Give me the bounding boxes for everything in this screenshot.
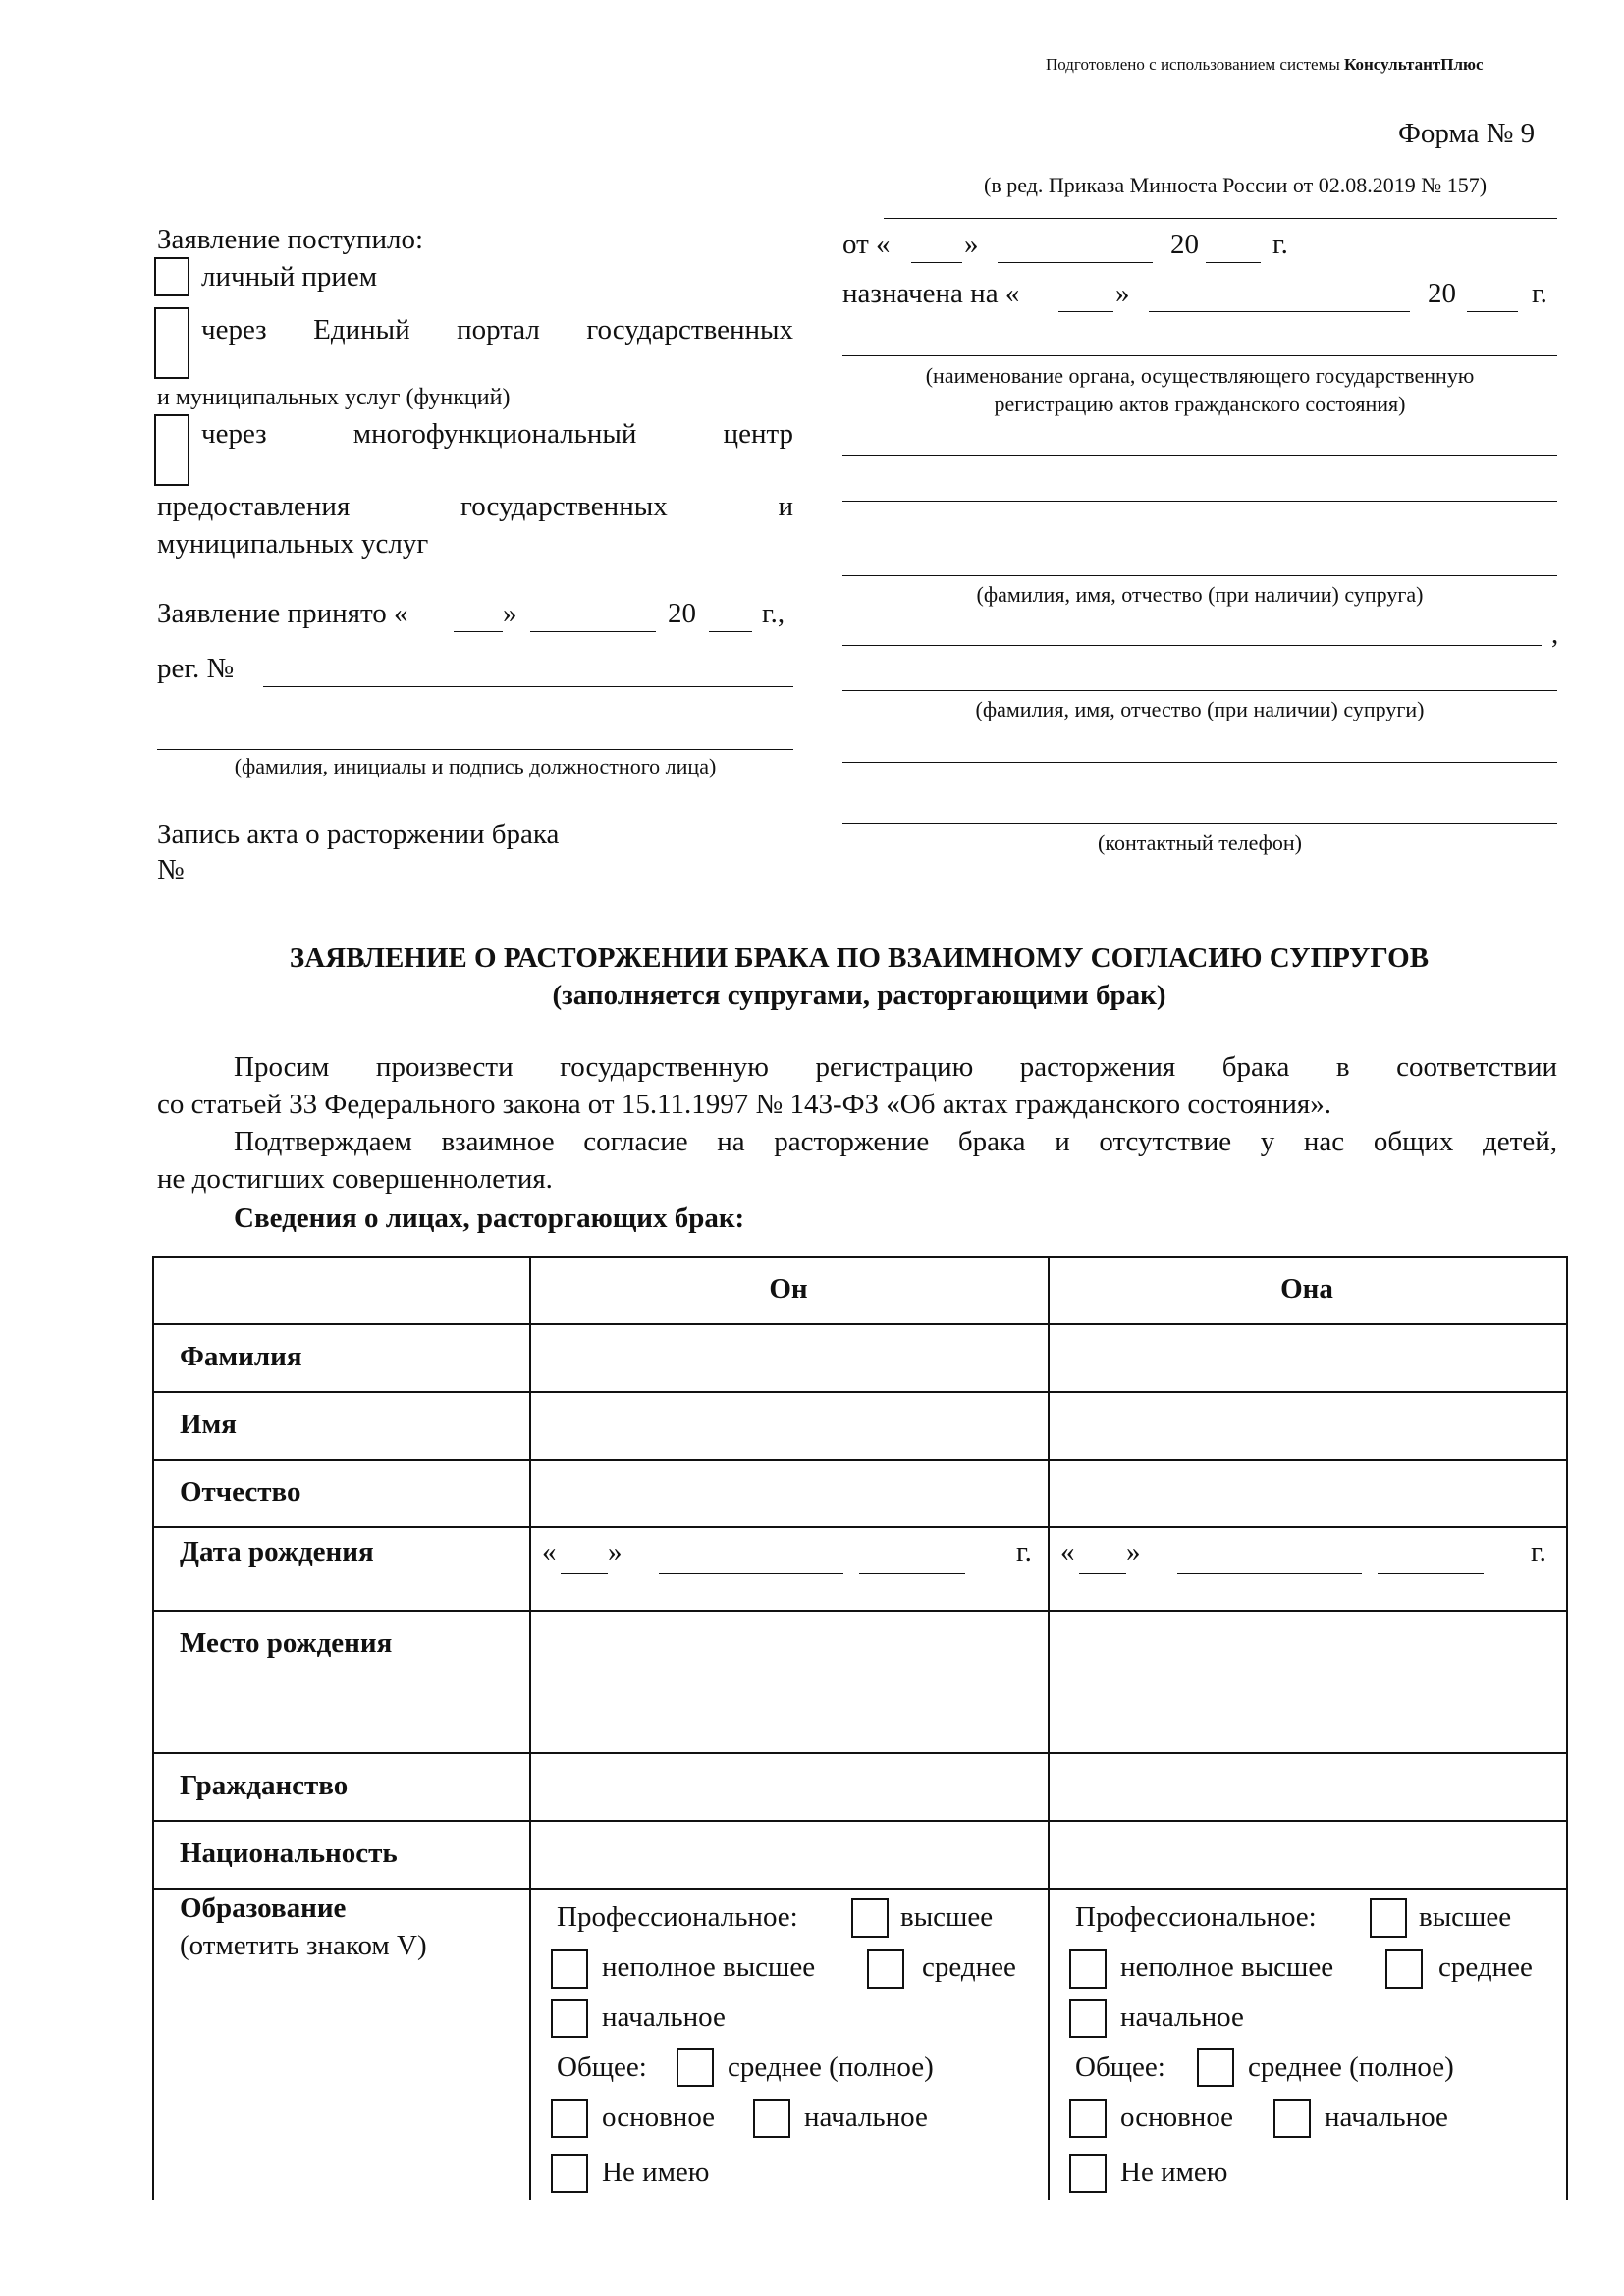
opt-mfc-line2: предоставления государственных и xyxy=(157,491,793,522)
wife-comma: , xyxy=(1551,618,1559,650)
phone-line-1[interactable] xyxy=(842,762,1557,763)
she-edu-higher: высшее xyxy=(1419,1901,1512,1933)
table-border-right xyxy=(1566,1256,1568,2200)
opt-portal-line1: через Единый портал государственных xyxy=(201,314,793,346)
row-line-2 xyxy=(152,1391,1568,1393)
from-month-line[interactable] xyxy=(998,262,1153,263)
he-chk-primary[interactable] xyxy=(551,1999,588,2038)
she-edu-general: Общее: xyxy=(1075,2052,1165,2083)
record-line2: № xyxy=(157,854,185,885)
opt-portal-line2: и муниципальных услуг (функций) xyxy=(157,385,511,410)
he-date-close: » xyxy=(608,1536,623,1568)
record-line1: Запись акта о расторжении брака xyxy=(157,819,560,850)
row-birth-date: Дата рождения xyxy=(180,1536,374,1568)
he-date-day-line[interactable] xyxy=(561,1573,608,1574)
assigned-day-line[interactable] xyxy=(1058,311,1113,312)
husband-line-1[interactable] xyxy=(842,455,1557,456)
he-date-month-line[interactable] xyxy=(659,1573,843,1574)
organ-caption xyxy=(842,361,1557,418)
accepted-prefix: Заявление принято « xyxy=(157,598,408,629)
paragraph-2-line2: не достигших совершеннолетия. xyxy=(157,1163,553,1195)
row-line-1 xyxy=(152,1323,1568,1325)
row-citizenship: Гражданство xyxy=(180,1770,349,1801)
assigned-mid: » xyxy=(1115,278,1130,309)
she-edu-general-primary: начальное xyxy=(1325,2102,1448,2133)
assigned-month-line[interactable] xyxy=(1149,311,1410,312)
accepted-day-line[interactable] xyxy=(454,631,503,632)
col-he: Он xyxy=(769,1273,808,1305)
row-education-note: (отметить знаком V) xyxy=(180,1930,427,1961)
he-chk-higher[interactable] xyxy=(851,1898,889,1938)
form-number: Форма № 9 xyxy=(1398,118,1536,149)
he-chk-secondary[interactable] xyxy=(867,1949,904,1989)
he-chk-none[interactable] xyxy=(551,2154,588,2193)
he-chk-secondary-full[interactable] xyxy=(677,2048,714,2087)
accepted-suffix: г., xyxy=(762,598,785,629)
she-chk-higher[interactable] xyxy=(1370,1898,1407,1938)
he-date-year-line[interactable] xyxy=(859,1573,965,1574)
she-edu-secondary-full: среднее (полное) xyxy=(1248,2052,1454,2083)
reg-no-label: рег. № xyxy=(157,653,235,684)
husband-caption: (фамилия, имя, отчество (при наличии) супруга) xyxy=(976,582,1424,607)
official-caption: (фамилия, инициалы и подпись должностного лица) xyxy=(234,754,717,778)
he-edu-general: Общее: xyxy=(557,2052,647,2083)
opt-mfc-line1: через многофункциональный центр xyxy=(201,418,793,450)
brand-name: КонсультантПлюс xyxy=(1344,55,1484,74)
col-she: Она xyxy=(1280,1273,1333,1305)
row-line-6 xyxy=(152,1752,1568,1754)
he-chk-general-primary[interactable] xyxy=(753,2099,790,2138)
reg-no-line[interactable] xyxy=(263,686,793,687)
row-line-3 xyxy=(152,1459,1568,1461)
assigned-suffix: г. xyxy=(1532,278,1547,309)
accepted-month-line[interactable] xyxy=(530,631,656,632)
row-line-8 xyxy=(152,1888,1568,1890)
she-chk-general-primary[interactable] xyxy=(1273,2099,1311,2138)
he-edu-secondary: среднее xyxy=(922,1951,1016,1983)
she-chk-basic[interactable] xyxy=(1069,2099,1107,2138)
organ-line[interactable] xyxy=(842,355,1557,356)
accepted-year: 20 xyxy=(668,598,696,629)
from-day-line[interactable] xyxy=(911,262,962,263)
from-year: 20 xyxy=(1170,229,1199,260)
accepted-year-line[interactable] xyxy=(709,631,752,632)
persons-table xyxy=(152,1256,1568,2200)
she-edu-secondary: среднее xyxy=(1438,1951,1533,1983)
checkbox-portal[interactable] xyxy=(154,307,189,379)
she-date-close: » xyxy=(1126,1536,1141,1568)
row-line-4 xyxy=(152,1526,1568,1528)
table-divider-1 xyxy=(529,1256,531,2200)
header-rule xyxy=(884,218,1557,219)
row-line-5 xyxy=(152,1610,1568,1612)
she-chk-none[interactable] xyxy=(1069,2154,1107,2193)
form-subtitle: (заполняется супругами, расторгающими брак) xyxy=(552,980,1166,1011)
row-line-7 xyxy=(152,1820,1568,1822)
received-title: Заявление поступило: xyxy=(157,224,424,255)
assigned-prefix: назначена на « xyxy=(842,278,1020,309)
wife-caption: (фамилия, имя, отчество (при наличии) супруги) xyxy=(975,697,1425,721)
he-edu-professional: Профессиональное: xyxy=(557,1901,798,1933)
he-date-open: « xyxy=(542,1536,557,1568)
paragraph-2-line1: Подтверждаем взаимное согласие на расторжение брака и отсутствие у нас общих детей, xyxy=(234,1126,1557,1157)
he-edu-none: Не имею xyxy=(602,2157,710,2188)
she-chk-secondary-full[interactable] xyxy=(1197,2048,1234,2087)
from-mid: » xyxy=(964,229,979,260)
she-date-year-line[interactable] xyxy=(1378,1573,1484,1574)
she-date-day-line[interactable] xyxy=(1079,1573,1126,1574)
she-chk-secondary[interactable] xyxy=(1385,1949,1423,1989)
form-title: ЗАЯВЛЕНИЕ О РАСТОРЖЕНИИ БРАКА ПО ВЗАИМНОМУ СОГЛАСИЮ СУПРУГОВ xyxy=(289,942,1430,974)
she-edu-basic: основное xyxy=(1120,2102,1234,2133)
paragraph-1-line1: Просим произвести государственную регистрацию расторжения брака в соответствии xyxy=(234,1051,1557,1083)
he-edu-general-primary: начальное xyxy=(804,2102,928,2133)
assigned-year-line[interactable] xyxy=(1467,311,1518,312)
table-border-top xyxy=(152,1256,1568,1258)
he-edu-incomplete-higher: неполное высшее xyxy=(602,1951,816,1983)
assigned-year: 20 xyxy=(1428,278,1456,309)
paragraph-1-line2: со статьей 33 Федерального закона от 15.11.1997 № 143-ФЗ «Об актах гражданского состояния». xyxy=(157,1089,1331,1120)
checkbox-mfc[interactable] xyxy=(154,414,189,486)
he-edu-primary: начальное xyxy=(602,2002,726,2033)
she-edu-incomplete-higher: неполное высшее xyxy=(1120,1951,1334,1983)
row-surname: Фамилия xyxy=(180,1341,302,1372)
phone-line-2[interactable] xyxy=(842,823,1557,824)
she-edu-primary: начальное xyxy=(1120,2002,1244,2033)
husband-line-2[interactable] xyxy=(842,501,1557,502)
phone-caption: (контактный телефон) xyxy=(1098,830,1302,855)
from-prefix: от « xyxy=(842,229,891,260)
she-edu-none: Не имею xyxy=(1120,2157,1228,2188)
organ-caption-line1: (наименование органа, осуществляющего государственную xyxy=(925,363,1475,388)
opt-personal-label: личный прием xyxy=(201,261,378,293)
row-birth-place: Место рождения xyxy=(180,1628,393,1659)
row-education: Образование xyxy=(180,1893,347,1924)
official-line[interactable] xyxy=(157,749,793,750)
prepared-note xyxy=(1046,55,1484,75)
wife-line-1[interactable] xyxy=(842,645,1542,646)
organ-caption-line2: регистрацию актов гражданского состояния) xyxy=(994,392,1406,416)
from-year-line[interactable] xyxy=(1206,262,1261,263)
she-edu-professional: Профессиональное: xyxy=(1075,1901,1317,1933)
he-chk-basic[interactable] xyxy=(551,2099,588,2138)
he-edu-secondary-full: среднее (полное) xyxy=(728,2052,934,2083)
table-border-left xyxy=(152,1256,154,2200)
she-date-open: « xyxy=(1060,1536,1075,1568)
row-patronymic: Отчество xyxy=(180,1476,301,1508)
he-date-year-suffix: г. xyxy=(1016,1536,1032,1568)
section-heading: Сведения о лицах, расторгающих брак: xyxy=(234,1202,745,1234)
edition-note: (в ред. Приказа Минюста России от 02.08.2019 № 157) xyxy=(984,173,1488,197)
row-nationality: Национальность xyxy=(180,1838,398,1869)
she-date-month-line[interactable] xyxy=(1177,1573,1362,1574)
she-date-year-suffix: г. xyxy=(1531,1536,1546,1568)
he-edu-higher: высшее xyxy=(900,1901,994,1933)
checkbox-personal[interactable] xyxy=(154,257,189,296)
she-chk-incomplete-higher[interactable] xyxy=(1069,1949,1107,1989)
table-divider-2 xyxy=(1048,1256,1050,2200)
he-chk-incomplete-higher[interactable] xyxy=(551,1949,588,1989)
opt-mfc-line3: муниципальных услуг xyxy=(157,528,429,560)
from-suffix: г. xyxy=(1272,229,1288,260)
accepted-mid: » xyxy=(503,598,517,629)
row-name: Имя xyxy=(180,1409,237,1440)
she-chk-primary[interactable] xyxy=(1069,1999,1107,2038)
husband-line-3[interactable] xyxy=(842,575,1557,576)
wife-line-2[interactable] xyxy=(842,690,1557,691)
prepared-text: Подготовлено с использованием системы xyxy=(1046,55,1340,74)
he-edu-basic: основное xyxy=(602,2102,716,2133)
